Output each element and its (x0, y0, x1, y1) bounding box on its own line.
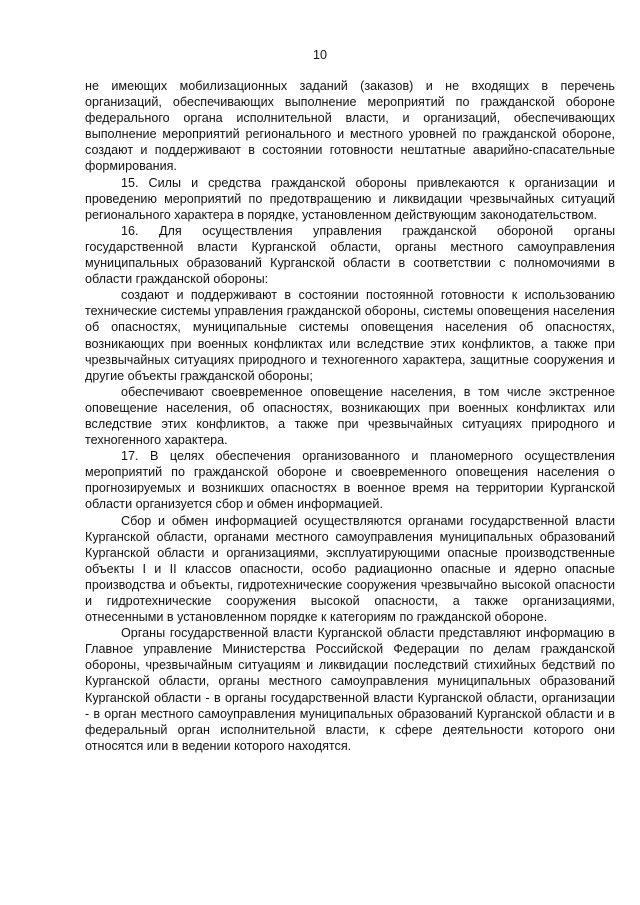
paragraph-17-authorities: Органы государственной власти Курганской области представляют информацию в Главное управление Министерства Российской Федерации по делам гражданской обороны, чрезвычайным ситуациям и ликвидации последствий стихийных бедствий по Курганской области, органы местного самоуправления муниципальных образований Курганской области - в органы государственной власти Курганской области, организации - в орган местного самоуправления муниципальных образований Курганской области и в федеральный орган исполнительной власти, к сфере деятельности которого они относятся или в ведении которого находятся. (85, 626, 615, 753)
paragraph-16-item-notify: обеспечивают своевременное оповещение населения, в том числе экстренное оповещение населения, об опасностях, возникающих при военных конфликтах или вследствие этих конфликтов, а также при чрезвычайных ситуациях природного и техногенного характера. (85, 384, 615, 448)
paragraph-continuation: не имеющих мобилизационных заданий (заказов) и не входящих в перечень организаций, обеспечивающих выполнение мероприятий по гражданской обороне федерального органа исполнительной власти, и организаций, обеспечивающих выполнение мероприятий регионального и местного уровней по гражданской обороне, создают и поддерживают в состоянии готовности нештатные аварийно-спасательные формирования. (85, 79, 615, 174)
paragraph-16: 16. Для осуществления управления гражданской обороной органы государственной власти Курганской области, органы местного самоуправления муниципальных образований Курганской области в соответствии с полномочиями в области гражданской обороны: (85, 223, 615, 287)
document-body (85, 78, 615, 754)
paragraph-15: 15. Силы и средства гражданской обороны привлекаются к организации и проведению мероприятий по предотвращению и ликвидации чрезвычайных ситуаций регионального характера в порядке, установленном действующим законодательством. (85, 175, 615, 222)
paragraph-17: 17. В целях обеспечения организованного и планомерного осуществления мероприятий по гражданской обороне и своевременного оповещения населения о прогнозируемых и возникших опасностях в военное время на территории Курганской области организуется сбор и обмен информацией. (85, 449, 615, 512)
page-number: 10 (312, 48, 327, 62)
paragraph-17-collection: Сбор и обмен информацией осуществляются органами государственной власти Курганской области, органами местного самоуправления муниципальных образований Курганской области и организациями, эксплуатирующими опасные производственные объекты I и II классов опасности, особо радиационно опасные и ядерно опасные производства и объекты, гидротехнические сооружения чрезвычайно высокой опасности и гидротехнические сооружения высокой опасности, а также организациями, отнесенными в установленном порядке к категориям по гражданской обороне. (85, 513, 615, 625)
paragraph-16-item-create: создают и поддерживают в состоянии постоянной готовности к использованию технические системы управления гражданской обороны, системы оповещения населения об опасностях, муниципальные системы оповещения населения об опасностях, возникающих при военных конфликтах или вследствие этих конфликтов, а также при чрезвычайных ситуациях природного и техногенного характера, защитные сооружения и другие объекты гражданской обороны; (85, 288, 615, 383)
